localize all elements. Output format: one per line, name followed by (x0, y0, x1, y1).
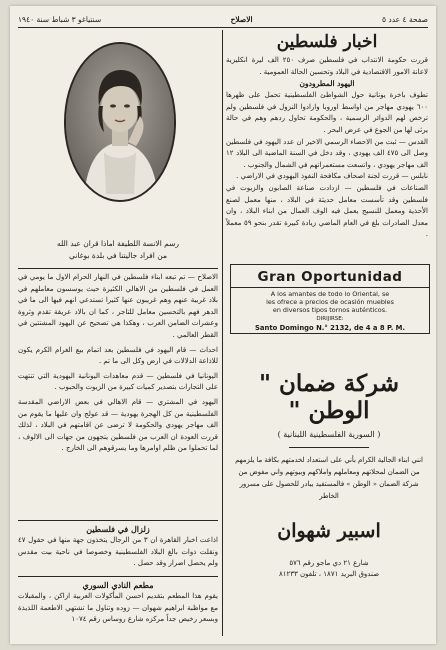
restaurant-rule (18, 576, 218, 577)
ad-title: Gran Oportunidad (231, 269, 429, 288)
ad-line-1: A los amantes de todo lo Oriental, se (270, 290, 390, 298)
jews-heading: اليهود المطرودون (299, 79, 355, 89)
gran-oportunidad-ad (230, 264, 430, 334)
ad-line-2: les ofrece a precios de ocasión muebles (266, 298, 394, 306)
page-header (18, 12, 428, 26)
issue-date: سنتياغو ٣ شباط سنة ١٩٤٠ (18, 14, 102, 24)
insurance-company-ad (230, 338, 428, 638)
restaurant-section (18, 579, 218, 626)
reform-para-4: اليهود في المشتري — قام الاهالي في بعض الاراضي المقدسة الفلسطينية من كل الهجرة يهودية — قد عولج وان عليها ما يقوم من الف مهاجر يهودي والحكومة لا ترضى عن اقامتهم في البلاد ، لذلك قررت العودة ان العرب من فلسطين يتجهون من جهات الى الالوف ، لما تحملوا من ظلم اوامرها وما يسرقوهم الى الخارج . (18, 397, 218, 453)
caption-line-2: من افراد جاليتنا في بلدة بوغاني (69, 251, 167, 260)
portrait-photo (64, 42, 176, 202)
news-intro: قررت حكومة الانتداب في فلسطين صرف ٢٥٠ الف ليرة انكليزية لاعانة الامور الاقتصادية في البلاد وتحسين الحالة العمومية . (226, 56, 428, 76)
quake-section (18, 523, 218, 570)
quake-paragraph: اذاعت اخبار القاهرة ان ٣ من الرجال يتخذون جهة منها في حقول ٤٧ ونقلت ذوات بالغ البلاد الفلسطينية وخصوصا في ناحية بيت مقدس ولم يحصل اضرار وقد حصل . (18, 536, 218, 568)
industry-paragraph: الصناعات في فلسطين — ازدادت صناعة الصابون والزيوت في فلسطين وقد تأسست معامل حديثة في البلاد ، منها معمل لصنع الأحذية ومعمل للنسيج يعمل فيه الوف العمال من ابناء البلاد ، وان معدل الصادرات بلغ في العام الماضي زيادة كبيرة تقدر بنحو ٥٩ معملاً . (226, 183, 429, 239)
photo-caption (18, 238, 218, 262)
nablus-paragraph: نابلس — قررت لجنة اصحاف مكافحة النفوذ اليهودي في الاراضي . (236, 172, 428, 181)
reform-para-3: اليونانيا في فلسطين — قدم معاهدات اليونانية اليهودية التي تنتهت على التجارات بتصدير كميات كبيرة من الزيوت والحبوب . (18, 371, 218, 392)
header-rule (18, 27, 428, 28)
company-body: انني ابناء الجالية الكرام بأني على استعداد لخدمتهم بكافة ما يلزمهم من الضمان لمحلاتهم ومعاملهم واملاكهم وبيوتهم واني مفوض من شركة الضمان « الوطن » فالمستفيد يبادر للحصول على مسرور الخاطر (235, 456, 423, 500)
paper-name: الاصلاح (230, 14, 253, 24)
jews-paragraph: تطوف باخرة يونانية حول الشواطئ الفلسطينية تحمل على ظهرها ٦٠٠ يهودي مهاجر من اواسط اوروبا وارادوا النزول في فلسطين ولم ترخص لهم الدوائر الرسمية ، والحكومة تحاول ردهم وهم في حالة يرثى لها من الجوع في عرض البحر . (226, 91, 428, 134)
caption-rule (18, 268, 218, 269)
ad-address: Santo Domingo N.° 2132, de 4 a 8 P. M. (255, 324, 405, 332)
quake-title: زلزال في فلسطين (86, 524, 150, 534)
column-divider (222, 30, 223, 636)
company-rule (289, 447, 369, 448)
palestine-news-title: اخبار فلسطين (276, 32, 378, 52)
caption-line-1: رسم الانسة اللطيفة اماذا قران عبد الله (56, 239, 180, 248)
newspaper-page (10, 6, 436, 644)
restaurant-title: مطعم النادي السوري (82, 580, 154, 590)
company-agent-name: اسبير شهوان (277, 520, 381, 542)
portrait-image (66, 44, 174, 200)
jerusalem-paragraph: القدس — ثبت من الاحصاء الرسمي الاخير ان عدد اليهود في فلسطين وصل الى ٤٧٥ الف يهودي ، وقد دخل في السنة الماضية الى البلاد ١٢ الف مهاجر يهودي ، واتسعت مستعمراتهم في الشمال والجنوب . (226, 137, 428, 169)
company-street: شارع ٢١ دي ماجو رقم ٥٧٦ (289, 559, 369, 567)
company-subtitle: ( السورية الفلسطينية اللبنانية ) (277, 430, 381, 439)
company-po-box: صندوق البريد ١٨٧١ ، تلفون ٨١٢٣٣ (278, 570, 380, 578)
reform-para-1: الاصلاح — تم تبعه ابناء فلسطين في النهار الحرام الاول ما يومي في العمل في فلسطين من الاهالي الكثيرة حيث يوسسون معاملهم في بلاد غربية عنهم وهم غريبون عنها كثيرا تستدعي انهم فيها الى ما في الدهر فهم بالتحسين معامل للتاجر ، كما ان بالاد عريقة تقدم وثروة وعشرات الضامن العرب ، وهكذا هي تصحيح عن اليهود المشتتين في القطر العالمي . (18, 273, 218, 339)
ad-body (231, 290, 429, 332)
restaurant-paragraph: يقوم هذا المطعم بتقديم احسن المأكولات العربية ازاكن ، والمقبلات مع مواظبة ابراهيم شهوان — زوده وتناول ما تشتهي الاطعمة اللذيذة وبسعر رخيص جداً مركزه شارع روساس رقم ١٠٧٤ (18, 592, 218, 624)
reform-section (18, 272, 218, 455)
page-number: صفحة ٤ عدد ٥ (381, 14, 428, 24)
palestine-news-section (226, 32, 428, 241)
ad-contact: DIRIJIRSE: (316, 316, 344, 322)
reform-para-2: احداث — قام اليهود في فلسطين بعد اتمام بيع الغرام الكرم يكون للاذاعة الدلالات في ارض وكل الى ما تم . (18, 345, 218, 366)
ad-line-3: en diversos tipos tornos auténticos. (272, 306, 388, 314)
quake-rule (18, 520, 218, 521)
company-address (230, 558, 428, 580)
company-title: شركة ضمان " الوطن " (259, 370, 399, 424)
